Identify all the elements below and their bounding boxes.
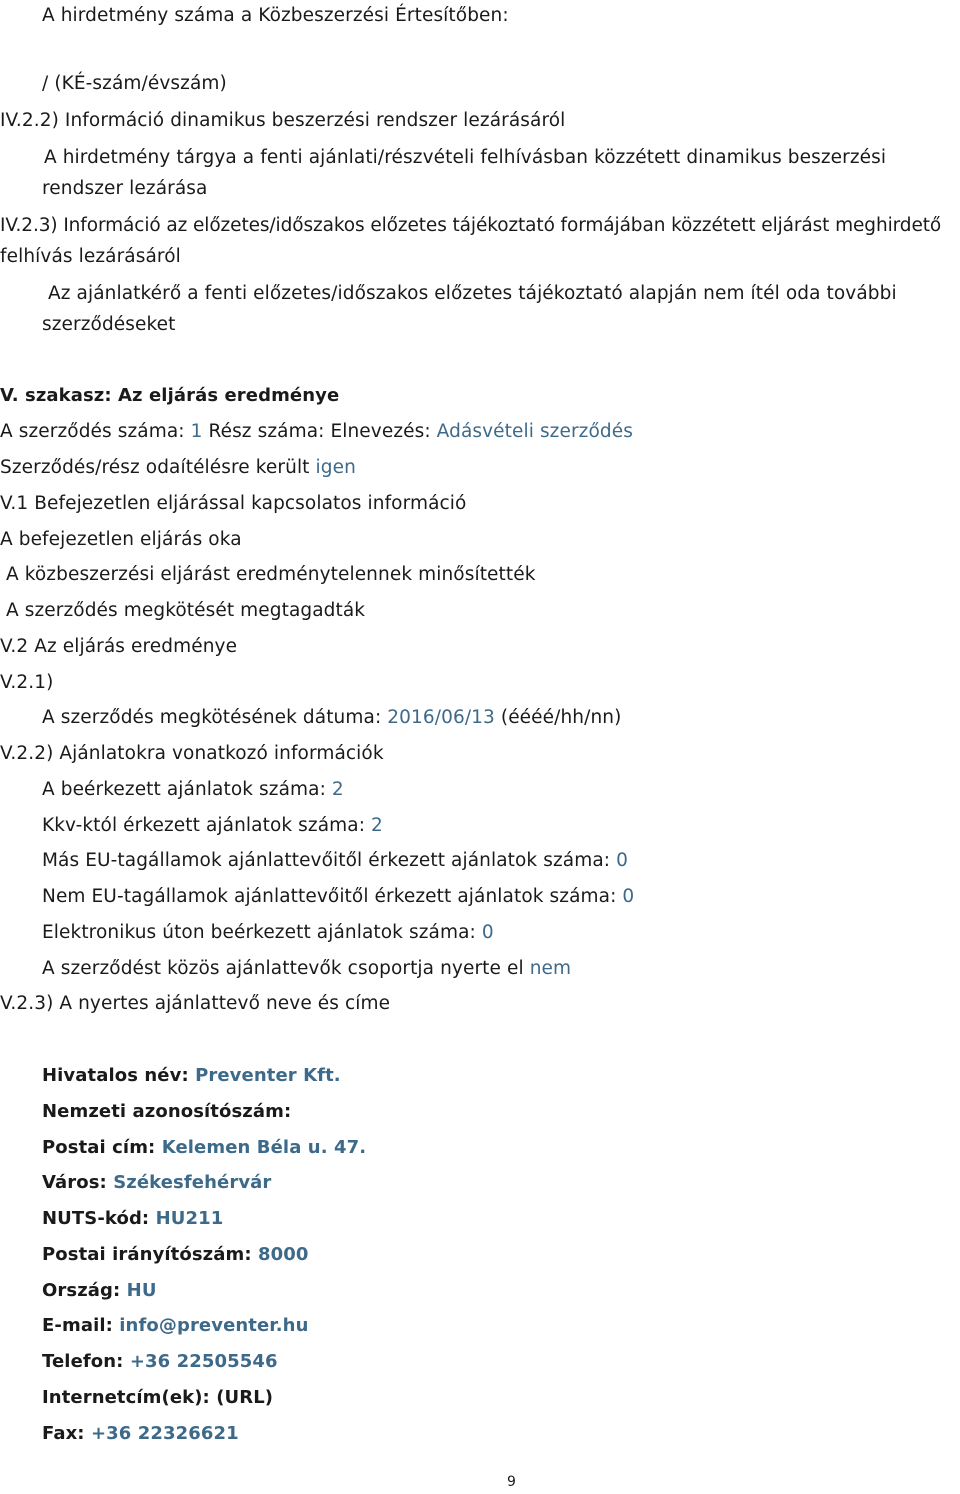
offer-value: 2 <box>331 779 344 800</box>
iv222-text-line2: rendszer lezárása <box>42 178 208 199</box>
offers-received-line <box>42 778 344 802</box>
offer-label: Elektronikus úton beérkezett ajánlatok száma: <box>42 922 482 943</box>
ke-number-line: / (KÉ-szám/évszám) <box>42 73 227 94</box>
iv222-title: IV.2.2) Információ dinamikus beszerzési rendszer lezárásáról <box>0 110 566 131</box>
winner-field-label: Postai irányítószám: <box>42 1244 258 1265</box>
winner-field-value: +36 22326621 <box>90 1423 239 1444</box>
conclusion-date-value: 2016/06/13 <box>387 707 495 728</box>
v21-title: V.2.1) <box>0 672 54 693</box>
offer-label: A beérkezett ajánlatok száma: <box>42 779 332 800</box>
iv223-title-line1: IV.2.3) Információ az előzetes/időszakos előzetes tájékoztató formájában közzétett eljárást meghirdető <box>0 215 942 236</box>
winner-country <box>42 1279 157 1303</box>
winner-field-value: +36 22505546 <box>129 1351 278 1372</box>
winner-field-label: Fax: <box>42 1423 91 1444</box>
iv222-text-line1: A hirdetmény tárgya a fenti ajánlati/részvételi felhívásban közzétett dinamikus beszerzési <box>44 147 887 168</box>
awarded-value: igen <box>315 457 356 478</box>
contract-number-label: A szerződés száma: <box>0 421 191 442</box>
iv223-title-line2: felhívás lezárásáról <box>0 246 181 267</box>
section-v-heading: V. szakasz: Az eljárás eredménye <box>0 385 340 406</box>
offer-value: 2 <box>371 815 383 836</box>
winner-field-label: Postai cím: <box>42 1137 162 1158</box>
offer-label: Nem EU-tagállamok ajánlattevőitől érkezett ajánlatok száma: <box>42 886 623 907</box>
winner-field-label: Ország: <box>42 1280 127 1301</box>
winner-national-id <box>42 1100 291 1124</box>
kozbeszerzesi-ertesito-line: A hirdetmény száma a Közbeszerzési Értesítőben: <box>42 5 509 26</box>
winner-field-value: Székesfehérvár <box>113 1172 272 1193</box>
offers-non-eu-line <box>42 885 634 909</box>
winner-postal-address <box>42 1136 366 1160</box>
winner-field-label: Internetcím(ek): (URL) <box>42 1387 274 1408</box>
winner-field-label: E-mail: <box>42 1315 120 1336</box>
winner-field-value: 8000 <box>258 1244 309 1265</box>
offer-value: 0 <box>622 886 635 907</box>
offer-value: nem <box>529 958 572 979</box>
v1-reason: A befejezetlen eljárás oka <box>0 529 242 550</box>
winner-url <box>42 1386 273 1410</box>
winner-phone <box>42 1350 278 1374</box>
offers-sme-line <box>42 814 383 838</box>
offers-other-eu-line <box>42 849 628 873</box>
winner-field-value: HU <box>126 1280 157 1301</box>
winner-field-label: NUTS-kód: <box>42 1208 156 1229</box>
v1-title: V.1 Befejezetlen eljárással kapcsolatos információ <box>0 493 467 514</box>
winner-official-name <box>42 1064 341 1088</box>
v22-title: V.2.2) Ajánlatokra vonatkozó információk <box>0 743 384 764</box>
page-number: 9 <box>507 1474 517 1490</box>
v1-option-unsuccessful: A közbeszerzési eljárást eredménytelennek minősítették <box>6 564 536 585</box>
offer-label: A szerződést közös ajánlattevők csoportja nyerte el <box>42 958 530 979</box>
awarded-label: Szerződés/rész odaítélésre került <box>0 457 316 478</box>
winner-email-link[interactable]: info@preventer.hu <box>119 1315 309 1336</box>
winner-field-label: Nemzeti azonosítószám: <box>42 1101 292 1122</box>
winner-field-value: HU211 <box>155 1208 224 1229</box>
winner-nuts-code <box>42 1207 223 1231</box>
part-number-label: Rész száma: Elnevezés: <box>202 421 437 442</box>
contract-number-value: 1 <box>190 421 203 442</box>
winner-postal-code <box>42 1243 309 1267</box>
winner-field-label: Hivatalos név: <box>42 1065 196 1086</box>
winner-field-value: Kelemen Béla u. 47. <box>161 1137 367 1158</box>
v2-title: V.2 Az eljárás eredménye <box>0 636 238 657</box>
conclusion-date-line <box>42 706 621 730</box>
conclusion-date-format: (éééé/hh/nn) <box>494 707 622 728</box>
iv223-text-line2: szerződéseket <box>42 314 176 335</box>
offer-value: 0 <box>481 922 494 943</box>
winner-city <box>42 1171 271 1195</box>
offer-value: 0 <box>616 850 628 871</box>
group-winner-line <box>42 957 571 981</box>
iv223-text-line1: Az ajánlatkérő a fenti előzetes/időszakos előzetes tájékoztató alapján nem ítél oda további <box>48 283 897 304</box>
winner-field-label: Telefon: <box>42 1351 130 1372</box>
v23-title: V.2.3) A nyertes ajánlattevő neve és címe <box>0 993 391 1014</box>
winner-field-value: Preventer Kft. <box>195 1065 341 1086</box>
winner-field-label: Város: <box>42 1172 114 1193</box>
v1-option-refused: A szerződés megkötését megtagadták <box>6 600 366 621</box>
part-name-value: Adásvételi szerződés <box>436 421 633 442</box>
awarded-line <box>0 456 356 480</box>
winner-email <box>42 1314 308 1338</box>
offers-electronic-line <box>42 921 494 945</box>
conclusion-date-label: A szerződés megkötésének dátuma: <box>42 707 388 728</box>
contract-number-line <box>0 420 633 444</box>
offer-label: Kkv-któl érkezett ajánlatok száma: <box>42 815 372 836</box>
offer-label: Más EU-tagállamok ajánlattevőitől érkezett ajánlatok száma: <box>42 850 617 871</box>
winner-fax <box>42 1422 239 1446</box>
